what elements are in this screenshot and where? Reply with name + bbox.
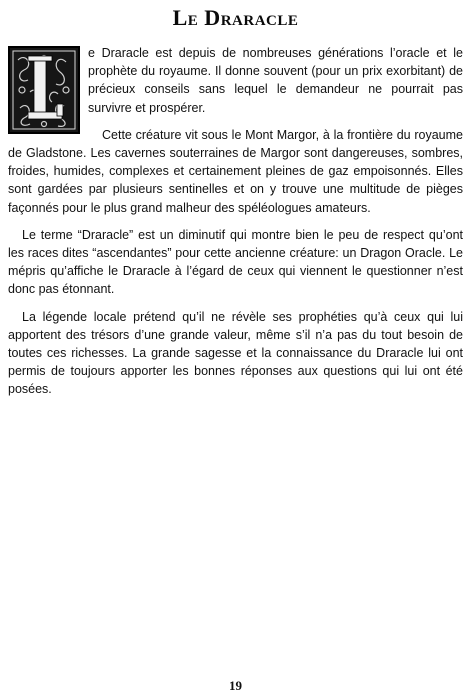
paragraph-intro: [8, 44, 463, 117]
paragraph: Le terme “Draracle” est un diminutif qui montre bien le peu de respect qu’ont les races dites “ascendantes” pour cette ancienne créature: un Dragon Oracle. Le mépris qu’affiche le Draracle à l’égard de ceux qui viennent le questionner n’est donc pas étonnant.: [8, 227, 463, 297]
paragraph: La légende locale prétend qu’il ne révèle ses prophéties qu’à ceux qui lui apportent des trésors d’une grande valeur, même s’il n’a pas du tout besoin de toutes ces richesses. La grande sagesse et la connaissance du Draracle lui ont permis de toujours apporter les bonnes réponses aux questions qui lui ont été posées.: [8, 309, 463, 397]
page-number: 19: [229, 678, 242, 693]
ornate-dropcap-icon: [8, 46, 80, 134]
page-title: Le Draracle: [172, 5, 299, 30]
body-text: [8, 44, 463, 408]
paragraph: Cette créature vit sous le Mont Margor, à la frontière du royaume de Gladstone. Les cavernes souterraines de Margor sont dangereuses, sombres, froides, humides, complexes et certainement pleines de gaz empoisonnés. Elles sont gardées par plusieurs sentinelles et on y trouve une multitude de pièges façonnés pour le plus grand malheur des spéléologues amateurs.: [8, 127, 463, 215]
first-paragraph-text: e Draracle est depuis de nombreuses générations l’oracle et le prophète du royaume. Il donne souvent (pour un prix exorbitant) de précieux conseils sans lequel le demandeur ne pourrait pas survivre et prospérer.: [88, 46, 463, 115]
